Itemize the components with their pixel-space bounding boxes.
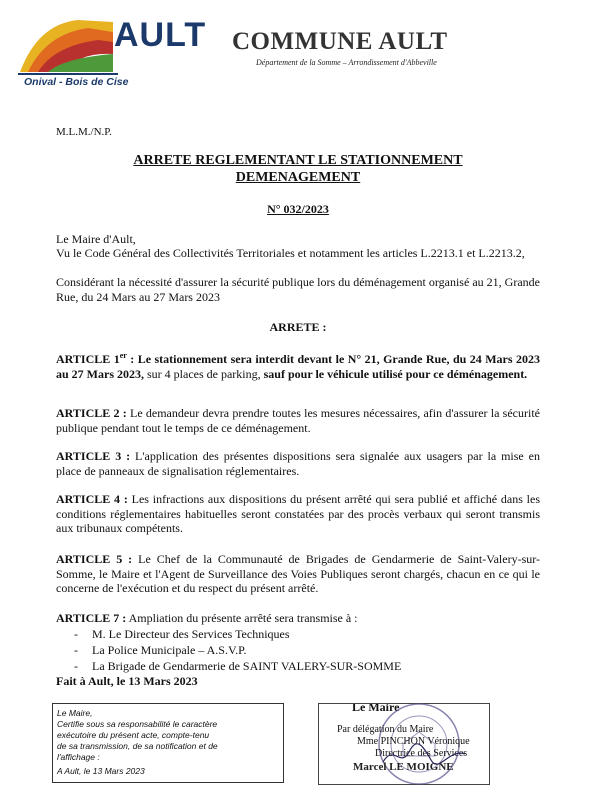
article-1-label: ARTICLE 1 [56, 352, 120, 366]
preamble-mayor: Le Maire d'Ault, [56, 232, 136, 246]
article-4-label: ARTICLE 4 : [56, 492, 128, 506]
heading-line-2: DEMENAGEMENT [235, 170, 361, 185]
preamble-code: Vu le Code Général des Collectivités Territoriales et notamment les articles L.2213.1 et L.2213.2, [56, 246, 525, 260]
signature-title: Le Maire [352, 700, 400, 714]
article-7 [56, 611, 540, 626]
list-dash: - [74, 627, 78, 641]
article-4-text: Les infractions aux dispositions du présent arrêté qui sera publié et affiché dans les conditions réglementaires habituelles seront constatées par des procès verbaux qui seront transmis aux tribunaux compétents. [56, 492, 540, 535]
article-3-text: L'application des présentes dispositions sera signalée aux usagers par la mise en place de panneaux de signalisation réglementaires. [56, 449, 540, 478]
recipient-item: La Police Municipale – A.S.V.P. [92, 643, 247, 657]
commune-title: COMMUNE AULT [232, 28, 448, 55]
arrete-number: N° 032/2023 [267, 202, 329, 216]
cert-line: Certifie sous sa responsabilité le caractère [57, 719, 218, 729]
logo-word: AULT [114, 16, 207, 54]
handwritten-signature [379, 740, 469, 770]
signature-name: Marcel LE MOIGNE [353, 761, 454, 773]
article-2-text: Le demandeur devra prendre toutes les mesures nécessaires, afin d'assurer la sécurité publique pendant tout le temps de ce déménagement. [56, 406, 540, 435]
list-dash: - [74, 643, 78, 657]
article-2 [56, 406, 540, 435]
article-5-text: Le Chef de la Communauté de Brigades de Gendarmerie de Saint-Valery-sur-Somme, le Maire et l'Agent de Surveillance des Voies Publiques seront chargés, chacun en ce qui le concerne de l'exécution et du respect du présent arrêté. [56, 552, 540, 595]
logo-graphic [18, 14, 118, 76]
signature-delegate-name: Mme PINCHON Véronique [357, 736, 470, 747]
commune-subtitle: Département de la Somme – Arrondissement d'Abbeville [256, 58, 437, 67]
article-5-label: ARTICLE 5 : [56, 552, 133, 566]
article-1-bold: : Le stationnement sera interdit devant le N° 21, Grande Rue, du 24 Mars 2023 au 27 Mars 2023, [56, 352, 541, 381]
signature-delegation: Par délégation du Maire [337, 724, 434, 735]
done-at: Fait à Ault, le 13 Mars 2023 [56, 674, 198, 688]
reference: M.L.M./N.P. [56, 126, 112, 138]
cert-line: de sa transmission, de sa notification et de [57, 741, 218, 751]
article-7-label: ARTICLE 7 : [56, 611, 127, 625]
article-3-label: ARTICLE 3 : [56, 449, 131, 463]
arrete-label: ARRETE : [269, 320, 327, 334]
article-1 [56, 349, 540, 381]
cert-line: Le Maire, [57, 708, 93, 718]
logo-subtitle: Onival - Bois de Cise [24, 76, 129, 88]
cert-line: exécutoire du présent acte, compte-tenu [57, 730, 210, 740]
article-1-bold-2: sauf pour le véhicule utilisé pour ce déménagement. [263, 366, 528, 381]
article-1-normal: sur 4 places de parking, [144, 366, 264, 381]
recipient-item: M. Le Directeur des Services Techniques [92, 627, 290, 641]
certification-box [52, 703, 284, 783]
document-heading [56, 152, 540, 186]
article-7-text: Ampliation du présente arrêté sera transmise à : [126, 611, 358, 625]
article-5 [56, 552, 540, 596]
cert-date: A Ault, le 13 Mars 2023 [57, 766, 145, 776]
cert-line: l'affichage : [57, 752, 100, 762]
signature-block [318, 703, 490, 785]
ault-logo [18, 14, 207, 100]
list-dash: - [74, 659, 78, 673]
recipient-item: La Brigade de Gendarmerie de SAINT VALERY-SUR-SOMME [92, 659, 402, 673]
heading-line-1: ARRETE REGLEMENTANT LE STATIONNEMENT [133, 153, 463, 168]
preamble-considerant: Considérant la nécessité d'assurer la sécurité publique lors du déménagement organisé au 21, Grande Rue, du 24 Mars au 27 Mars 2023 [56, 275, 540, 304]
signature-delegate-role: Directrice des Services [375, 748, 468, 759]
article-3 [56, 449, 540, 478]
article-2-label: ARTICLE 2 : [56, 406, 127, 420]
article-1-sup: er [119, 351, 127, 360]
article-4 [56, 492, 540, 536]
